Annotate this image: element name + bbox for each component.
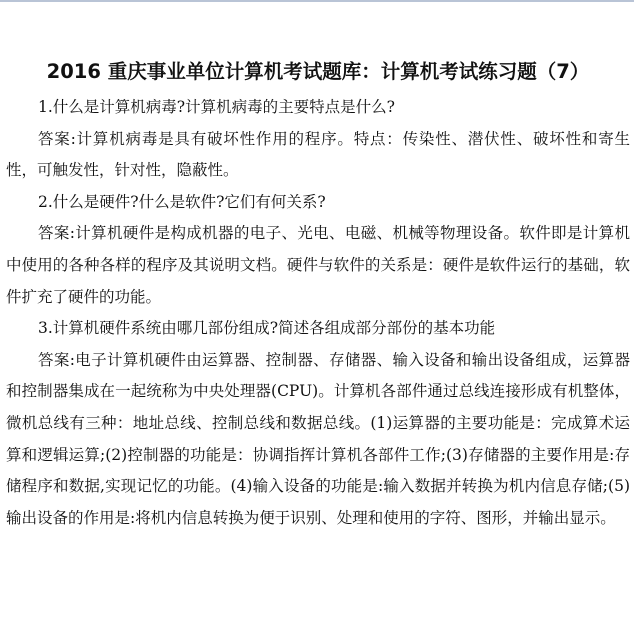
answer-2: 答案:计算机硬件是构成机器的电子、光电、电磁、机械等物理设备。软件即是计算机中使用的各种各样的程序及其说明文档。硬件与软件的关系是：硬件是软件运行的基础，软件扩充了硬件的功能。 — [6, 224, 630, 306]
top-rule — [0, 0, 634, 2]
document-page — [6, 58, 630, 534]
document-title: 2016 重庆事业单位计算机考试题库：计算机考试练习题（7） — [46, 60, 590, 83]
question-2: 2.什么是硬件?什么是软件?它们有何关系? — [38, 192, 326, 211]
question-3: 3.计算机硬件系统由哪几部份组成?简述各组成部分部份的基本功能 — [38, 319, 496, 338]
question-1: 1.什么是计算机病毒?计算机病毒的主要特点是什么? — [38, 98, 395, 116]
answer-3: 答案:电子计算机硬件由运算器、控制器、存储器、输入设备和输出设备组成，运算器和控制器集成在一起统称为中央处理器(CPU)。计算机各部件通过总线连接形成有机整体，微机总线有三种：地址总线、控制总线和数据总线。(1)运算器的主要功能是：完成算术运算和逻辑运算;(2)控制器的功能是：协调指挥计算机各部件工作;(3)存储器的主要作用是:存储程序和数据,实现记忆的功能。(4)输入设备的功能是:输入数据并转换为机内信息存储;(5)输出设备的作用是:将机内信息转换为便于识别、处理和使用的字符、图形，并输出显示。 — [6, 350, 630, 527]
answer-1: 答案:计算机病毒是具有破坏性作用的程序。特点：传染性、潜伏性、破坏性和寄生性，可触发性，针对性，隐蔽性。 — [6, 129, 630, 180]
